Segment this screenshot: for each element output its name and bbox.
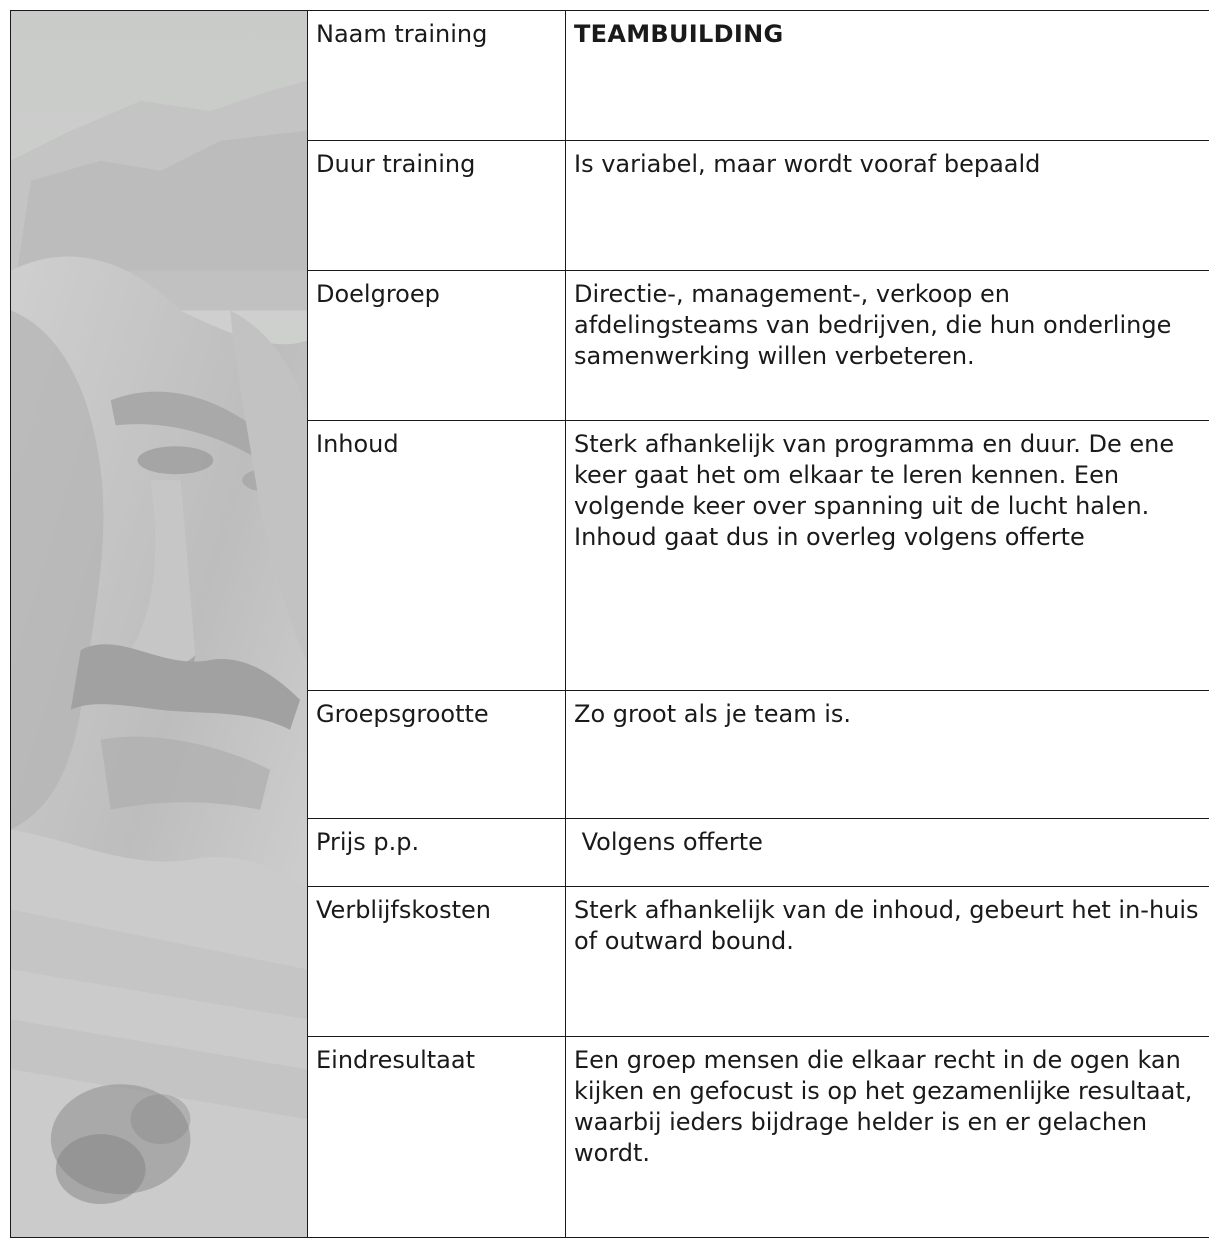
label-duur-training: Duur training [308,141,566,271]
label-groepsgrootte: Groepsgrootte [308,691,566,819]
value-prijs: Volgens offerte [566,819,1209,887]
training-info-table [10,10,1209,1238]
value-inhoud: Sterk afhankelijk van programma en duur. De ene keer gaat het om elkaar te leren kennen. Een volgende keer over spanning uit de lucht halen. Inhoud gaat dus in overleg volgens offerte [566,421,1209,691]
label-naam-training: Naam training [308,11,566,141]
table-row-naam-training [11,11,1209,141]
rock-face-photo-image [11,11,307,1237]
value-doelgroep: Directie-, management-, verkoop en afdelingsteams van bedrijven, die hun onderlinge samenwerking willen verbeteren. [566,271,1209,421]
label-inhoud: Inhoud [308,421,566,691]
label-verblijfskosten: Verblijfskosten [308,887,566,1037]
value-eindresultaat: Een groep mensen die elkaar recht in de ogen kan kijken en gefocust is op het gezamenlijke resultaat, waarbij ieders bijdrage helder is en er gelachen wordt. [566,1037,1209,1238]
value-duur-training: Is variabel, maar wordt vooraf bepaald [566,141,1209,271]
label-eindresultaat: Eindresultaat [308,1037,566,1238]
label-prijs: Prijs p.p. [308,819,566,887]
label-doelgroep: Doelgroep [308,271,566,421]
value-groepsgrootte: Zo groot als je team is. [566,691,1209,819]
training-sheet [10,10,1209,1238]
training-title: TEAMBUILDING [566,11,1209,141]
value-verblijfskosten: Sterk afhankelijk van de inhoud, gebeurt het in-huis of outward bound. [566,887,1209,1037]
decorative-photo [11,11,308,1238]
